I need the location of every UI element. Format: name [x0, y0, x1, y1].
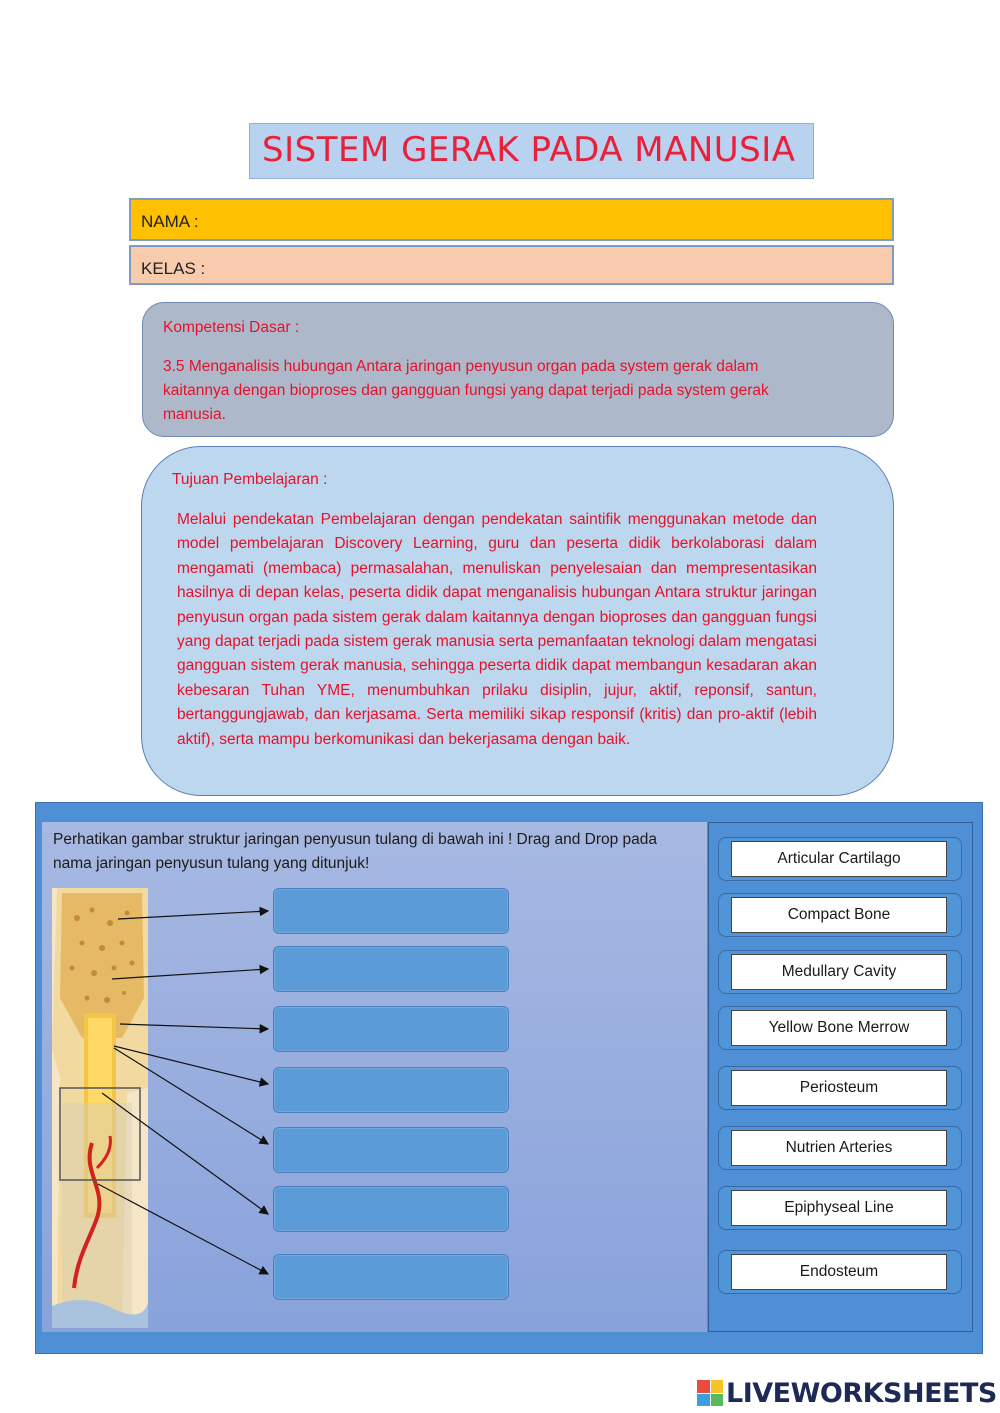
option-articular-cartilago[interactable]: Articular Cartilago [731, 841, 947, 877]
bone-diagram-area [42, 822, 707, 1332]
name-input[interactable] [221, 204, 884, 235]
tujuan-heading: Tujuan Pembelajaran : [172, 471, 328, 488]
option-slot [718, 1006, 962, 1050]
options-panel [708, 822, 973, 1332]
option-slot [718, 1126, 962, 1170]
pointer-lines [42, 888, 282, 1328]
name-row [129, 198, 894, 241]
activity-instruction: Perhatikan gambar struktur jaringan penyusun tulang di bawah ini ! Drag and Drop pada nama jaringan penyusun tulang yang ditunjuk! [53, 831, 658, 872]
option-yellow-bone-merrow[interactable]: Yellow Bone Merrow [731, 1010, 947, 1046]
drop-zone-5[interactable] [273, 1127, 509, 1173]
name-label: NAMA : [141, 212, 199, 231]
logo-icon [697, 1380, 723, 1406]
kompetensi-body: 3.5 Menganalisis hubungan Antara jaringan penyusun organ pada system gerak dalam kaitannya dengan bioproses dan gangguan fungsi yang dapat terjadi pada system gerak manusia. [163, 358, 769, 423]
kompetensi-heading: Kompetensi Dasar : [163, 319, 300, 336]
liveworksheets-logo[interactable] [697, 1376, 997, 1410]
class-row [129, 245, 894, 285]
drop-zone-4[interactable] [273, 1067, 509, 1113]
brand-name: LIVEWORKSHEETS [726, 1377, 997, 1409]
drop-zone-3[interactable] [273, 1006, 509, 1052]
tujuan-pembelajaran-box [141, 446, 894, 796]
option-compact-bone[interactable]: Compact Bone [731, 897, 947, 933]
kompetensi-dasar-box [142, 302, 894, 437]
class-input[interactable] [221, 251, 884, 279]
drop-zone-6[interactable] [273, 1186, 509, 1232]
option-slot [718, 1066, 962, 1110]
option-epiphyseal-line[interactable]: Epiphyseal Line [731, 1190, 947, 1226]
option-slot [718, 893, 962, 937]
class-label: KELAS : [141, 259, 206, 278]
drop-zone-7[interactable] [273, 1254, 509, 1300]
title-banner [249, 123, 814, 179]
page-title: SISTEM GERAK PADA MANUSIA [262, 130, 796, 170]
option-endosteum[interactable]: Endosteum [731, 1254, 947, 1290]
option-slot [718, 950, 962, 994]
option-nutrien-arteries[interactable]: Nutrien Arteries [731, 1130, 947, 1166]
tujuan-body: Melalui pendekatan Pembelajaran dengan pendekatan saintifik menggunakan metode dan model pembelajaran Discovery Learning, guru dan peserta didik berkolaborasi dalam mengamati (membaca) permasalahan, menuliskan penyelesaian dan mempresentasikan hasilnya di depan kelas, peserta didik dapat menganalisis hubungan Antara struktur jaringan penyusun organ pada sistem gerak dalam kaitannya dengan bioproses dan gangguan fungsi yang dapat terjadi pada sistem gerak manusia serta pemanfaatan teknologi dalam mengatasi gangguan sistem gerak manusia, sehingga peserta didik dapat membangun kesadaran akan kebesaran Tuhan YME, menumbuhkan prilaku disiplin, jujur, aktif, reponsif, santun, bertanggungjawab, dan kerjasama. Serta memiliki sikap responsif (kritis) dan pro-aktif (lebih aktif), serta mampu berkomunikasi dan bekerjasama dengan baik. [177, 511, 817, 748]
option-slot [718, 837, 962, 881]
option-periosteum[interactable]: Periosteum [731, 1070, 947, 1106]
drop-zone-1[interactable] [273, 888, 509, 934]
option-slot [718, 1186, 962, 1230]
option-medullary-cavity[interactable]: Medullary Cavity [731, 954, 947, 990]
drop-zone-2[interactable] [273, 946, 509, 992]
option-slot [718, 1250, 962, 1294]
